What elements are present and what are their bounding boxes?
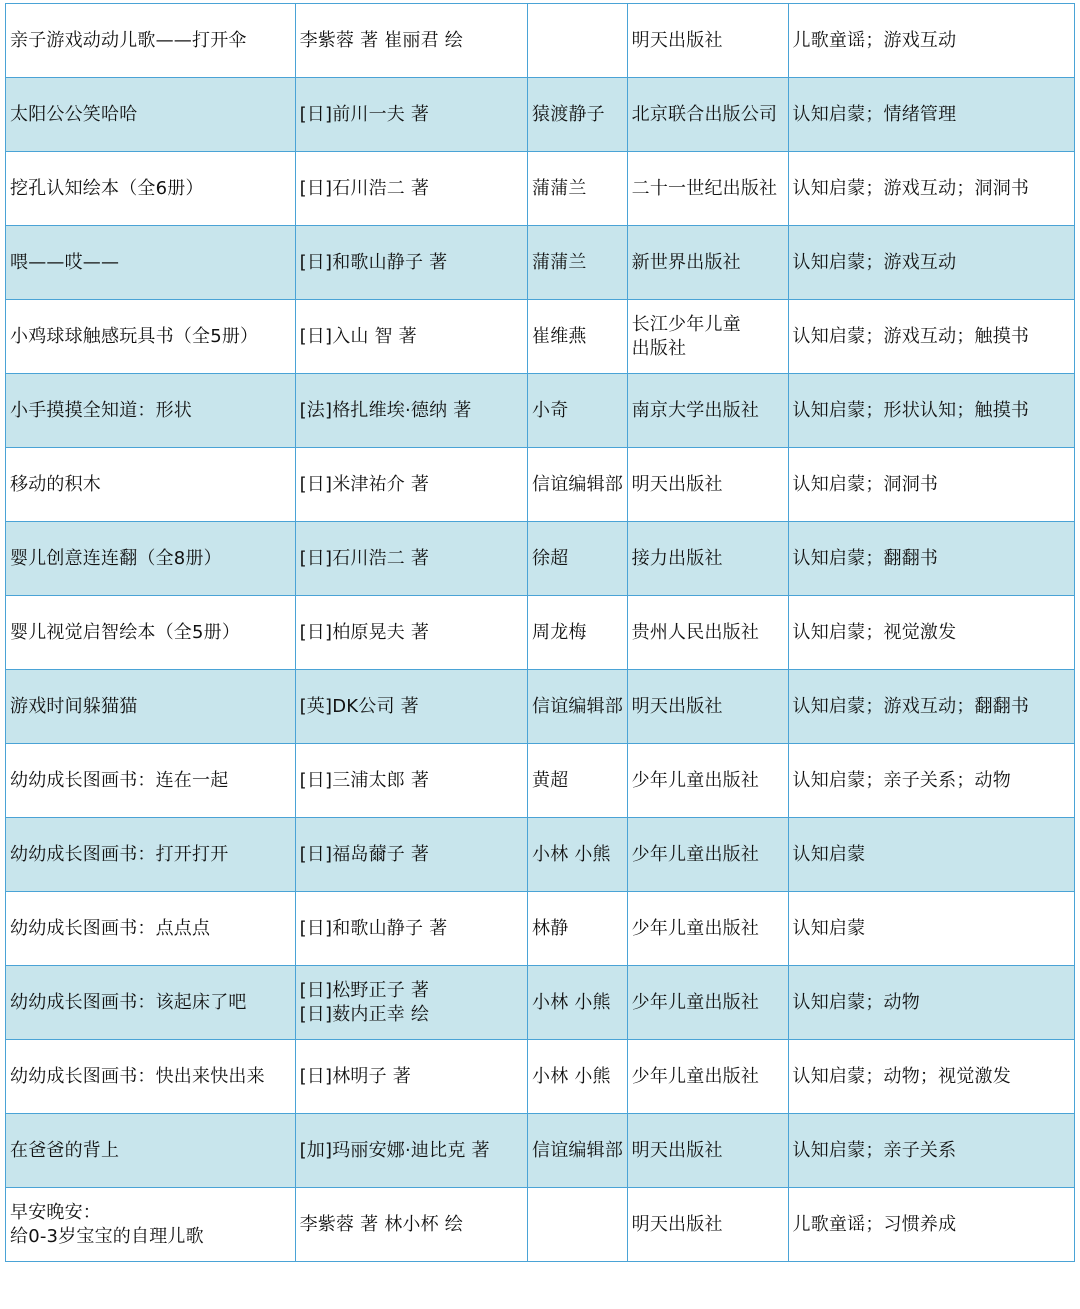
book-category-cell [788, 1114, 1074, 1188]
book-publisher-cell [627, 152, 788, 226]
table-row [6, 4, 1075, 78]
book-title-line: 小手摸摸全知道：形状 [10, 399, 192, 421]
book-author-cell [295, 226, 527, 300]
book-author-cell [295, 1114, 527, 1188]
book-translator-cell [528, 300, 628, 374]
book-author-cell [295, 744, 527, 818]
book-publisher-cell [627, 374, 788, 448]
book-publisher-cell [627, 4, 788, 78]
book-category-cell [788, 1188, 1074, 1262]
book-publisher-line: 少年儿童出版社 [631, 1065, 760, 1087]
book-category-cell [788, 300, 1074, 374]
book-author-line: [日]林明子 著 [299, 1065, 411, 1087]
book-category: 认知启蒙；形状认知；触摸书 [792, 399, 1030, 421]
book-title-line: 小鸡球球触感玩具书（全5册） [10, 325, 259, 347]
book-title-line: 太阳公公笑哈哈 [10, 103, 138, 125]
book-author-line: [日]和歌山静子 著 [299, 251, 448, 273]
book-translator: 蒲蒲兰 [532, 251, 587, 273]
book-title-cell [6, 966, 296, 1040]
book-title-line: 幼幼成长图画书：点点点 [10, 917, 211, 939]
book-publisher-cell [627, 1188, 788, 1262]
book-translator: 崔维燕 [532, 325, 587, 347]
book-translator-cell [528, 78, 628, 152]
book-translator: 信谊编辑部 [532, 473, 624, 495]
book-publisher-line: 新世界出版社 [631, 251, 741, 273]
table-row [6, 744, 1075, 818]
book-category-cell [788, 1040, 1074, 1114]
book-author-cell [295, 818, 527, 892]
book-category-cell [788, 818, 1074, 892]
book-category: 认知启蒙 [792, 917, 866, 939]
book-author-line: [日]石川浩二 著 [299, 547, 430, 569]
book-title-cell [6, 522, 296, 596]
book-publisher-line: 少年儿童出版社 [631, 991, 760, 1013]
book-translator-cell [528, 818, 628, 892]
book-title-line: 喂——哎—— [10, 251, 120, 273]
book-publisher-line: 少年儿童出版社 [631, 769, 760, 791]
book-translator-cell [528, 744, 628, 818]
book-title-cell [6, 1114, 296, 1188]
book-author-cell [295, 966, 527, 1040]
table-row [6, 892, 1075, 966]
book-author-cell [295, 596, 527, 670]
table-row [6, 152, 1075, 226]
book-title-cell [6, 78, 296, 152]
book-publisher-line: 明天出版社 [631, 695, 723, 717]
book-translator-cell [528, 152, 628, 226]
book-title-cell [6, 596, 296, 670]
book-translator: 蒲蒲兰 [532, 177, 587, 199]
table-row [6, 670, 1075, 744]
book-category: 认知启蒙；洞洞书 [792, 473, 939, 495]
book-publisher-cell [627, 448, 788, 522]
book-title-line: 婴儿视觉启智绘本（全5册） [10, 621, 241, 643]
book-category-cell [788, 670, 1074, 744]
book-translator: 猿渡静子 [532, 103, 605, 125]
book-title-line: 婴儿创意连连翻（全8册） [10, 547, 222, 569]
book-category: 认知启蒙；游戏互动；触摸书 [792, 325, 1030, 347]
table-row [6, 966, 1075, 1040]
book-author-cell [295, 152, 527, 226]
book-translator: 林静 [532, 917, 569, 939]
book-publisher-cell [627, 300, 788, 374]
book-title-line: 幼幼成长图画书：该起床了吧 [10, 991, 247, 1013]
book-title-cell [6, 1040, 296, 1114]
book-category: 认知启蒙 [792, 843, 866, 865]
table-row [6, 1040, 1075, 1114]
book-author-cell [295, 1040, 527, 1114]
book-publisher-cell [627, 226, 788, 300]
book-title-line: 幼幼成长图画书：连在一起 [10, 769, 229, 791]
book-category-cell [788, 78, 1074, 152]
book-category: 儿歌童谣；游戏互动 [792, 29, 957, 51]
book-publisher-cell [627, 744, 788, 818]
table-row [6, 1188, 1075, 1262]
book-title-line: 亲子游戏动动儿歌——打开伞 [10, 29, 247, 51]
book-author-cell [295, 670, 527, 744]
book-title-cell [6, 448, 296, 522]
book-author-line: [加]玛丽安娜·迪比克 著 [299, 1139, 490, 1161]
book-translator-cell [528, 892, 628, 966]
book-author-cell [295, 1188, 527, 1262]
book-publisher-cell [627, 966, 788, 1040]
book-category-cell [788, 4, 1074, 78]
book-author-line: [日]和歌山静子 著 [299, 917, 448, 939]
book-author-line: [英]DK公司 著 [299, 695, 419, 717]
book-publisher-line: 长江少年儿童 [631, 313, 741, 335]
book-list-body [6, 4, 1075, 1262]
book-translator-cell [528, 1040, 628, 1114]
book-translator-cell [528, 374, 628, 448]
book-translator-cell [528, 4, 628, 78]
book-author-line: [法]格扎维埃·德纳 著 [299, 399, 472, 421]
book-publisher-cell [627, 596, 788, 670]
book-author-line: [日]米津祐介 著 [299, 473, 430, 495]
book-category-cell [788, 522, 1074, 596]
book-translator: 小林 小熊 [532, 1065, 611, 1087]
table-row [6, 1114, 1075, 1188]
book-translator-cell [528, 448, 628, 522]
book-title-cell [6, 374, 296, 448]
book-category: 认知启蒙；情绪管理 [792, 103, 957, 125]
book-author-cell [295, 374, 527, 448]
book-title-line: 在爸爸的背上 [10, 1139, 120, 1161]
book-translator-cell [528, 966, 628, 1040]
book-title-cell [6, 300, 296, 374]
book-publisher-line: 南京大学出版社 [631, 399, 760, 421]
book-category: 认知启蒙；游戏互动；翻翻书 [792, 695, 1030, 717]
book-author-line: 李紫蓉 著 崔丽君 绘 [299, 29, 463, 51]
book-author-line: [日]前川一夫 著 [299, 103, 430, 125]
book-publisher-cell [627, 78, 788, 152]
book-publisher-cell [627, 670, 788, 744]
book-category: 认知启蒙；动物 [792, 991, 920, 1013]
book-publisher-cell [627, 892, 788, 966]
book-title-cell [6, 892, 296, 966]
book-publisher-line: 明天出版社 [631, 1139, 723, 1161]
book-translator-cell [528, 1188, 628, 1262]
book-title-cell [6, 4, 296, 78]
book-translator: 徐超 [532, 547, 569, 569]
book-title-line: 给0-3岁宝宝的自理儿歌 [10, 1225, 204, 1247]
book-author-line: [日]石川浩二 著 [299, 177, 430, 199]
book-category-cell [788, 152, 1074, 226]
book-publisher-line: 接力出版社 [631, 547, 723, 569]
book-publisher-line: 出版社 [631, 337, 687, 359]
book-translator: 小林 小熊 [532, 991, 611, 1013]
book-title-cell [6, 670, 296, 744]
book-author-cell [295, 300, 527, 374]
book-author-line: 李紫蓉 著 林小杯 绘 [299, 1213, 463, 1235]
book-publisher-line: 北京联合出版公司 [631, 103, 778, 125]
book-category-cell [788, 374, 1074, 448]
book-author-line: [日]薮内正幸 绘 [299, 1003, 430, 1025]
book-title-cell [6, 818, 296, 892]
book-category-cell [788, 744, 1074, 818]
book-publisher-line: 少年儿童出版社 [631, 843, 760, 865]
table-row [6, 522, 1075, 596]
book-author-cell [295, 892, 527, 966]
book-publisher-cell [627, 818, 788, 892]
book-category-cell [788, 226, 1074, 300]
book-translator-cell [528, 522, 628, 596]
book-translator: 信谊编辑部 [532, 1139, 624, 1161]
book-category: 认知启蒙；游戏互动；洞洞书 [792, 177, 1030, 199]
book-translator: 信谊编辑部 [532, 695, 624, 717]
book-title-cell [6, 1188, 296, 1262]
book-publisher-line: 明天出版社 [631, 1213, 723, 1235]
book-author-line: [日]松野正子 著 [299, 979, 430, 1001]
book-publisher-line: 二十一世纪出版社 [631, 177, 778, 199]
book-publisher-line: 明天出版社 [631, 29, 723, 51]
table-row [6, 596, 1075, 670]
book-title-line: 幼幼成长图画书：快出来快出来 [10, 1065, 265, 1087]
book-author-cell [295, 78, 527, 152]
book-translator-cell [528, 670, 628, 744]
book-category-cell [788, 892, 1074, 966]
book-author-line: [日]福岛薾子 著 [299, 843, 430, 865]
book-title-line: 移动的积木 [10, 473, 101, 495]
book-list-table [5, 3, 1075, 1262]
book-category: 认知启蒙；翻翻书 [792, 547, 939, 569]
book-category-cell [788, 596, 1074, 670]
book-publisher-line: 贵州人民出版社 [631, 621, 760, 643]
book-publisher-cell [627, 522, 788, 596]
book-title-line: 早安晚安： [10, 1201, 101, 1223]
book-publisher-line: 明天出版社 [631, 473, 723, 495]
book-translator: 小奇 [532, 399, 569, 421]
book-translator: 黄超 [532, 769, 569, 791]
book-publisher-cell [627, 1114, 788, 1188]
book-title-cell [6, 226, 296, 300]
book-category: 认知启蒙；动物；视觉激发 [792, 1065, 1011, 1087]
book-title-line: 游戏时间躲猫猫 [10, 695, 138, 717]
book-translator: 周龙梅 [532, 621, 587, 643]
book-category-cell [788, 448, 1074, 522]
book-category: 认知启蒙；亲子关系；动物 [792, 769, 1011, 791]
table-row [6, 448, 1075, 522]
book-author-cell [295, 4, 527, 78]
book-author-line: [日]入山 智 著 [299, 325, 417, 347]
book-title-line: 幼幼成长图画书：打开打开 [10, 843, 229, 865]
book-translator-cell [528, 226, 628, 300]
book-author-cell [295, 522, 527, 596]
book-category-cell [788, 966, 1074, 1040]
table-row [6, 374, 1075, 448]
book-title-line: 挖孔认知绘本（全6册） [10, 177, 204, 199]
book-author-cell [295, 448, 527, 522]
book-title-cell [6, 744, 296, 818]
book-publisher-cell [627, 1040, 788, 1114]
book-author-line: [日]三浦太郎 著 [299, 769, 430, 791]
book-publisher-line: 少年儿童出版社 [631, 917, 760, 939]
table-row [6, 300, 1075, 374]
book-category: 儿歌童谣；习惯养成 [792, 1213, 957, 1235]
table-row [6, 226, 1075, 300]
book-category: 认知启蒙；视觉激发 [792, 621, 957, 643]
book-list-sheet [5, 3, 1075, 1262]
table-row [6, 818, 1075, 892]
book-translator-cell [528, 596, 628, 670]
table-row [6, 78, 1075, 152]
book-title-cell [6, 152, 296, 226]
book-translator: 小林 小熊 [532, 843, 611, 865]
book-author-line: [日]柏原晃夫 著 [299, 621, 430, 643]
book-category: 认知启蒙；亲子关系 [792, 1139, 957, 1161]
book-category: 认知启蒙；游戏互动 [792, 251, 957, 273]
book-translator-cell [528, 1114, 628, 1188]
